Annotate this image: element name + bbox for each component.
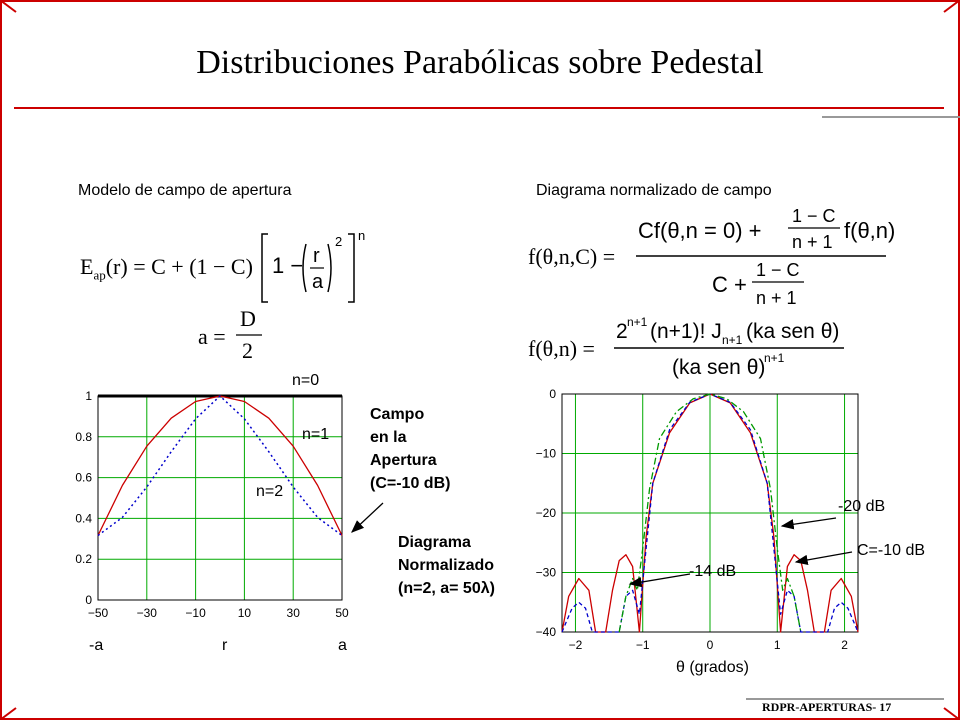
left-header: Modelo de campo de apertura	[78, 182, 292, 199]
y-tick-label: 0	[549, 387, 556, 401]
slide-title: Distribuciones Parabólicas sobre Pedestal	[196, 44, 764, 81]
x-tick-label: 2	[841, 638, 848, 652]
formula-aperture-field: $E_{ap}(r) = C + (1 - C)$ 1 − r a 2 n	[80, 228, 370, 308]
arrow-campo	[352, 503, 383, 532]
svg-text:C +: C +	[712, 272, 747, 297]
svg-text:f(θ,n): f(θ,n)	[844, 218, 896, 243]
y-tick-label: −20	[535, 506, 556, 520]
y-tick-label: −30	[535, 565, 556, 580]
diagrama-line-3: (n=2, a= 50λ)	[398, 580, 495, 597]
y-tick-label: −10	[535, 446, 556, 461]
campo-line-3: Apertura	[370, 452, 437, 469]
svg-text:(n+1)! J: (n+1)! J	[650, 320, 722, 343]
svg-text:n+1: n+1	[722, 333, 743, 347]
x-tick-label: −2	[568, 638, 583, 652]
svg-text:n + 1: n + 1	[756, 288, 797, 308]
x-tick-label: 10	[237, 606, 252, 620]
svg-text:2: 2	[335, 234, 343, 249]
arrow-minus20	[782, 518, 836, 526]
svg-text:1 − C: 1 − C	[792, 206, 836, 226]
svg-text:2: 2	[616, 320, 628, 343]
x-axis-label-theta: θ (grados)	[676, 659, 749, 676]
svg-text:r: r	[313, 245, 320, 267]
x-label-r: r	[222, 637, 228, 654]
svg-text:n: n	[358, 228, 366, 243]
label-n0: n=0	[292, 372, 320, 389]
y-tick-label: 0.6	[75, 470, 92, 485]
campo-line-4: (C=-10 dB)	[370, 475, 451, 492]
x-label-minus-a: -a	[89, 637, 104, 654]
campo-line-2: en la	[370, 429, 407, 446]
diagrama-line-1: Diagrama	[398, 534, 471, 551]
x-tick-label: −50	[87, 606, 109, 620]
svg-text:Cf(θ,n = 0) +: Cf(θ,n = 0) +	[638, 218, 762, 243]
label-minus14db: -14 dB	[689, 563, 737, 580]
formula-normalized-pattern: f(θ,n,C) = Cf(θ,n = 0) + 1 − C n + 1 f(θ,n) C + 1 − C n + 1	[528, 206, 896, 308]
campo-line-1: Campo	[370, 406, 425, 423]
svg-text:(ka sen θ): (ka sen θ)	[672, 356, 766, 379]
label-minus20db: -20 dB	[838, 498, 886, 515]
label-n1: n=1	[302, 426, 330, 443]
x-tick-label: 1	[773, 638, 781, 652]
diagrama-line-2: Normalizado	[398, 557, 495, 574]
svg-text:1 −: 1 −	[272, 253, 304, 278]
x-tick-label: −1	[635, 638, 650, 652]
svg-text:n+1: n+1	[627, 315, 648, 329]
svg-text:n+1: n+1	[764, 351, 785, 365]
y-tick-label: 0.8	[75, 429, 92, 444]
x-tick-label: −30	[136, 606, 157, 620]
y-tick-label: 1	[85, 389, 92, 403]
svg-text:n + 1: n + 1	[792, 232, 833, 252]
svg-text:a: a	[312, 271, 324, 293]
svg-text:1 − C: 1 − C	[756, 260, 800, 280]
arrow-minus14	[630, 574, 690, 584]
right-header: Diagrama normalizado de campo	[536, 182, 772, 199]
x-tick-label: −10	[185, 606, 206, 620]
formula-bessel-pattern: f(θ,n) = 2 n+1 (n+1)! J n+1 (ka sen θ) (ka sen θ) n+1	[528, 315, 840, 379]
x-tick-label: 50	[335, 606, 349, 620]
x-tick-label: 30	[286, 606, 300, 620]
y-tick-label: 0.2	[75, 552, 92, 567]
y-tick-label: 0.4	[75, 511, 92, 526]
svg-text:(ka sen θ): (ka sen θ)	[746, 320, 840, 343]
label-c10db: C=-10 dB	[857, 542, 926, 559]
x-tick-label: 0	[706, 638, 714, 652]
formula-radius: a = D 2	[198, 306, 256, 363]
x-label-a: a	[338, 637, 347, 654]
y-tick-label: −40	[535, 625, 556, 639]
footer-code: RDPR-APERTURAS- 17	[762, 700, 892, 714]
arrow-c10	[796, 552, 852, 562]
y-tick-label: 0	[85, 593, 92, 607]
label-n2: n=2	[256, 483, 284, 500]
